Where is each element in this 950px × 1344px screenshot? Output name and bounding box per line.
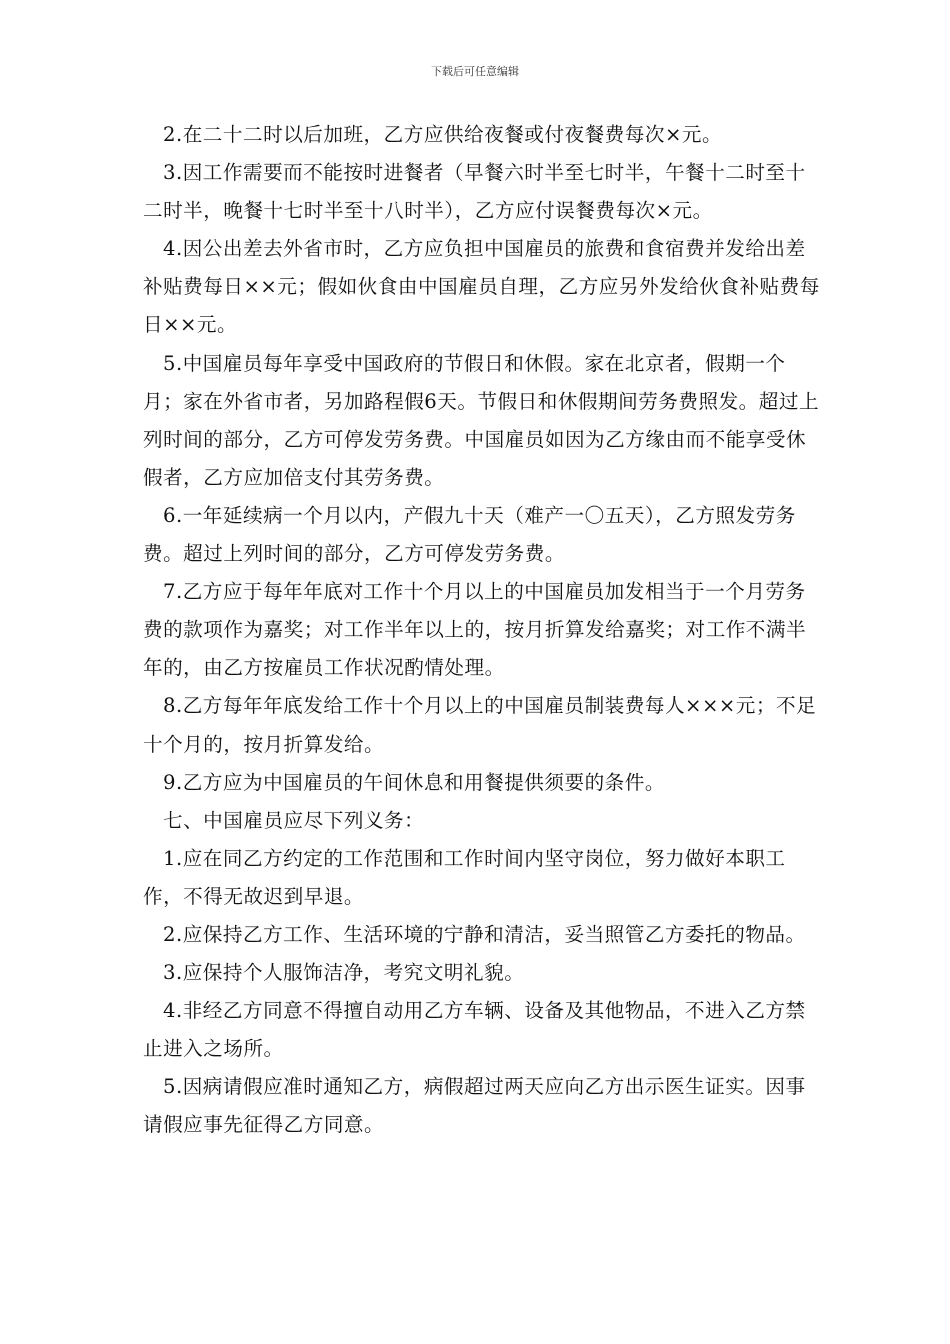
clause-year-end-bonus: 7.乙方应于每年年底对工作十个月以上的中国雇员加发相当于一个月劳务费的款项作为嘉奖；对工作半年以上的，按月折算发给嘉奖；对工作不满半年的，由乙方按雇员工作状况酌情处理。 [143, 580, 807, 680]
clause-leave-request: 5.因病请假应准时通知乙方，病假超过两天应向乙方出示医生证实。因事请假应事先征得乙方同意。 [143, 1075, 806, 1137]
document-body [143, 116, 823, 1145]
clause-duty-post: 1.应在同乙方约定的工作范围和工作时间内坚守岗位，努力做好本职工作，不得无故迟到早退。 [143, 846, 786, 908]
page-header: 下载后可任意编辑 [431, 65, 519, 78]
clause-business-trip: 4.因公出差去外省市时，乙方应负担中国雇员的旅费和食宿费并发给出差补贴费每日××元；假如伙食由中国雇员自理，乙方应另外发给伙食补贴费每日××元。 [143, 237, 820, 337]
clause-clothing-allowance: 8.乙方每年年底发给工作十个月以上的中国雇员制装费每人×××元；不足十个月的，按月折算发给。 [143, 694, 817, 756]
clause-appearance: 3.应保持个人服饰洁净，考究文明礼貌。 [163, 961, 525, 985]
clause-missed-meal: 3.因工作需要而不能按时进餐者（早餐六时半至七时半，午餐十二时至十二时半，晚餐十七时半至十八时半），乙方应付误餐费每次×元。 [143, 161, 806, 223]
clause-holidays: 5.中国雇员每年享受中国政府的节假日和休假。家在北京者，假期一个月；家在外省市者，另加路程假6天。节假日和休假期间劳务费照发。超过上列时间的部分，乙方可停发劳务费。中国雇员如因为乙方缘由而不能享受休假者，乙方应加倍支付其劳务费。 [143, 351, 820, 489]
clause-equipment-use: 4.非经乙方同意不得擅自动用乙方车辆、设备及其他物品，不进入乙方禁止进入之场所。 [143, 999, 806, 1061]
clause-overtime-meal: 2.在二十二时以后加班，乙方应供给夜餐或付夜餐费每次×元。 [163, 123, 723, 146]
clause-sick-maternity-leave: 6.一年延续病一个月以内，产假九十天（难产一〇五天），乙方照发劳务费。超过上列时间的部分，乙方可停发劳务费。 [143, 503, 796, 566]
clause-lunch-break: 9.乙方应为中国雇员的午间休息和用餐提供须要的条件。 [163, 770, 665, 794]
section-heading-obligations: 七、中国雇员应尽下列义务： [163, 808, 425, 832]
clause-environment: 2.应保持乙方工作、生活环境的宁静和清洁，妥当照管乙方委托的物品。 [163, 922, 806, 946]
